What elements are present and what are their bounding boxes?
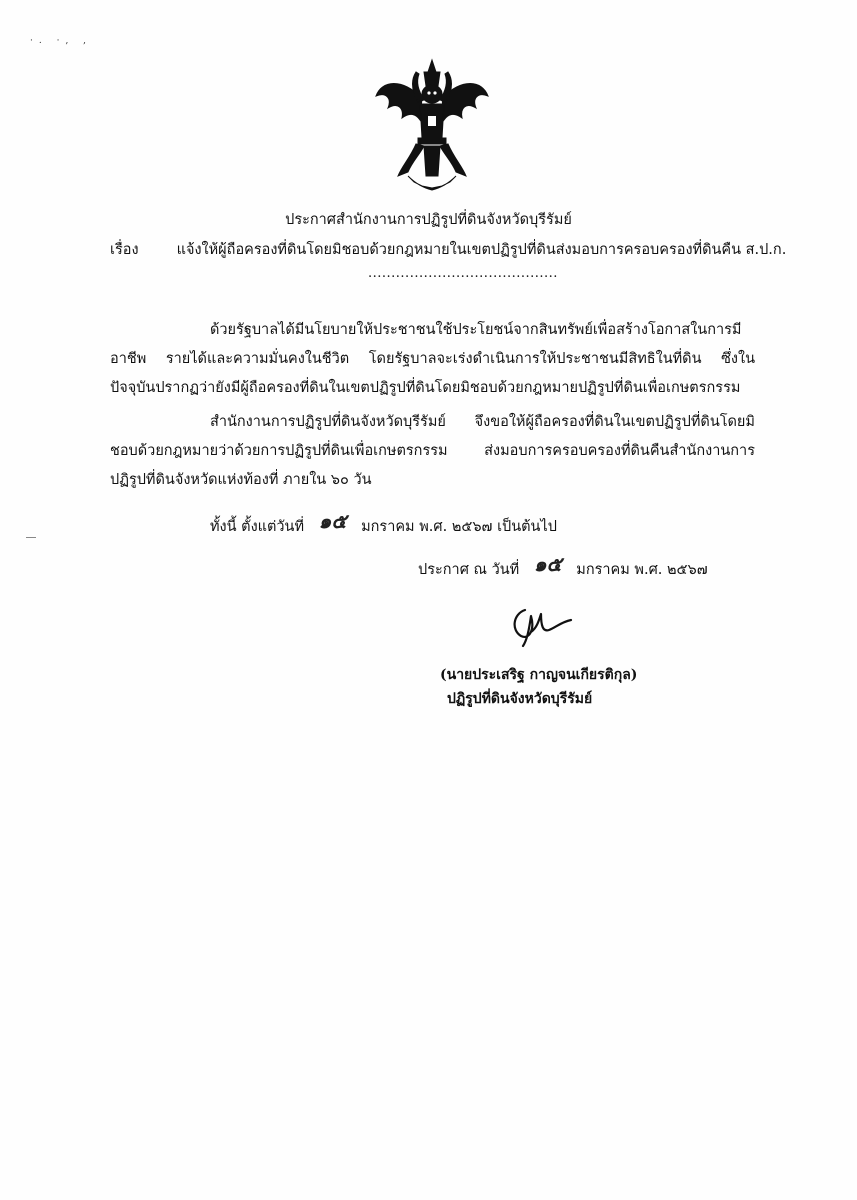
paragraph-2-text: สำนักงานการปฏิรูปที่ดินจังหวัดบุรีรัมย์ จึงขอให้ผู้ถือครองที่ดินในเขตปฏิรูปที่ดินโดยมิชอบด้วยกฎหมายว่าด้วยการปฏิรูปที่ดินเพื่อเกษตรกรรม ส่งมอบการครอบครองที่ดินคืนสำนักงานการปฏิรูปที่ดินจังหวัดแห่งท้องที่ ภายใน ๖๐ วัน <box>110 414 755 488</box>
announce-day-handwritten: ๑๕ <box>533 552 562 576</box>
scan-edge-mark <box>26 537 36 538</box>
signer-position: ปฏิรูปที่ดินจังหวัดบุรีรัมย์ <box>447 691 593 707</box>
signer-name: (นายประเสริฐ กาญจนเกียรติกุล) <box>440 667 638 683</box>
announce-prefix: ประกาศ ณ วันที่ <box>418 562 520 578</box>
effective-day-handwritten: ๑๕ <box>318 509 347 533</box>
subject-label: เรื่อง <box>110 242 139 258</box>
announce-suffix: มกราคม พ.ศ. ๒๕๖๗ <box>576 562 708 578</box>
effective-prefix: ทั้งนี้ ตั้งแต่วันที่ <box>210 519 305 535</box>
effective-suffix: มกราคม พ.ศ. ๒๕๖๗ เป็นต้นไป <box>361 519 557 535</box>
scan-specks: ·. ·, , <box>30 36 93 46</box>
announcement-date-line <box>418 551 708 583</box>
body-paragraph-2 <box>110 408 755 495</box>
dotted-separator: ......................................... <box>368 266 558 281</box>
announcement-title: ประกาศสำนักงานการปฏิรูปที่ดินจังหวัดบุรีรัมย์ <box>285 212 572 228</box>
body-paragraph-1 <box>110 316 755 403</box>
subject-line <box>110 238 786 261</box>
paragraph-1-text: ด้วยรัฐบาลได้มีนโยบายให้ประชาชนใช้ประโยชน์จากสินทรัพย์เพื่อสร้างโอกาสในการมีอาชีพ รายได้และความมั่นคงในชีวิต โดยรัฐบาลจะเร่งดำเนินการให้ประชาชนมีสิทธิในที่ดิน ซึ่งในปัจจุบันปรากฏว่ายังมีผู้ถือครองที่ดินในเขตปฏิรูปที่ดินโดยมิชอบด้วยกฎหมายปฏิรูปที่ดินเพื่อเกษตรกรรม <box>110 322 755 396</box>
handwritten-signature <box>505 600 585 650</box>
garuda-emblem-icon <box>372 58 492 193</box>
effective-date-line <box>210 508 557 540</box>
subject-text: แจ้งให้ผู้ถือครองที่ดินโดยมิชอบด้วยกฎหมายในเขตปฏิรูปที่ดินส่งมอบการครอบครองที่ดินคืน ส.ป.ก. <box>176 242 787 258</box>
